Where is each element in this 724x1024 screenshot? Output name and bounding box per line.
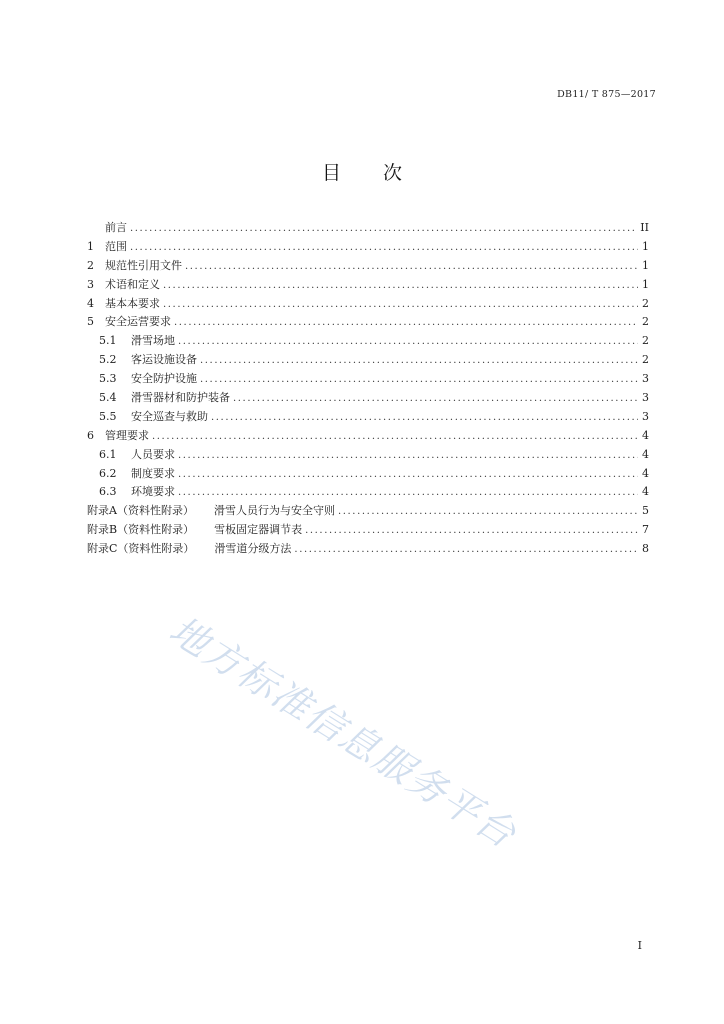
toc-entry-label: 人员要求 — [131, 447, 175, 461]
toc-entry-label: 安全运营要求 — [105, 315, 171, 329]
dot-leader — [130, 239, 638, 258]
dot-leader — [294, 541, 638, 560]
toc-entry-number: 2 — [87, 258, 94, 272]
toc-entry[interactable] — [87, 540, 649, 559]
toc-entry-page: 4 — [642, 485, 649, 499]
toc-entry-page: 2 — [642, 334, 649, 348]
toc-entry[interactable] — [87, 238, 649, 257]
doc-code: DB11/ T 875—2017 — [557, 89, 656, 100]
toc-entry[interactable] — [87, 483, 649, 502]
toc-entry-number: 5.1 — [99, 334, 117, 348]
toc-entry[interactable] — [87, 332, 649, 351]
title-part-2: 次 — [383, 162, 403, 184]
toc-entry-label: 安全防护设施 — [131, 372, 197, 386]
toc-entry-number: 6.1 — [99, 447, 117, 461]
dot-leader — [163, 296, 638, 315]
toc-entry-page: 3 — [642, 391, 649, 405]
toc-entry-number: 4 — [87, 296, 94, 310]
dot-leader — [178, 447, 638, 466]
toc-entry-number: 5.5 — [99, 409, 117, 423]
toc-entry[interactable] — [87, 276, 649, 295]
toc-entry-label: 滑雪人员行为与安全守则 — [213, 504, 335, 518]
toc-entry-page: II — [640, 221, 649, 234]
toc-entry-page: 2 — [642, 315, 649, 329]
dot-leader — [152, 428, 638, 447]
toc-entry-number: 1 — [87, 239, 94, 253]
toc-entry-label: 范围 — [105, 239, 127, 253]
toc-entry-number: 6.3 — [99, 485, 117, 499]
toc-entry[interactable] — [87, 351, 649, 370]
toc-entry-page: 1 — [642, 258, 649, 272]
dot-leader — [178, 333, 638, 352]
toc-entry-number: 3 — [87, 277, 94, 291]
toc-entry[interactable] — [87, 465, 649, 484]
toc-entry-label: 管理要求 — [105, 428, 149, 442]
dot-leader — [200, 371, 638, 390]
toc-entry[interactable] — [87, 427, 649, 446]
toc-entry[interactable] — [87, 389, 649, 408]
toc-entry[interactable] — [87, 408, 649, 427]
toc-entry-page: 2 — [642, 353, 649, 367]
dot-leader — [200, 352, 638, 371]
toc-entry-label: 前言 — [105, 221, 127, 234]
toc-entry-page: 5 — [642, 504, 649, 518]
dot-leader — [233, 390, 638, 409]
toc-entry-label: 环境要求 — [131, 485, 175, 499]
toc-entry-label: 制度要求 — [131, 466, 175, 480]
watermark: 地方标准信息服务平台 — [161, 607, 525, 857]
toc-entry-number: 附录B（资料性附录） — [87, 523, 195, 537]
toc-entry-label: 安全巡查与救助 — [131, 409, 208, 423]
toc-entry-number: 5.2 — [99, 353, 117, 367]
toc-entry-label: 术语和定义 — [105, 277, 160, 291]
toc-entry-number: 5.3 — [99, 372, 117, 386]
dot-leader — [338, 503, 638, 522]
toc-entry-page: 1 — [642, 239, 649, 253]
toc-entry[interactable] — [87, 313, 649, 332]
toc-entry-number: 附录C（资料性附录） — [87, 542, 195, 556]
toc-entry-page: 3 — [642, 372, 649, 386]
toc-entry-page: 3 — [642, 409, 649, 423]
page-number: I — [637, 939, 642, 952]
toc-entry-page: 4 — [642, 466, 649, 480]
page-title — [0, 158, 724, 185]
toc-entry[interactable] — [87, 257, 649, 276]
toc-entry[interactable] — [87, 502, 649, 521]
toc-entry[interactable] — [87, 295, 649, 314]
toc-entry-number: 附录A（资料性附录） — [87, 504, 194, 518]
toc-entry-number: 6 — [87, 428, 94, 442]
dot-leader — [163, 277, 638, 296]
dot-leader — [211, 409, 638, 428]
toc-entry-page: 8 — [642, 542, 649, 556]
toc-entry-label: 规范性引用文件 — [105, 258, 182, 272]
toc-entry-number: 5 — [87, 315, 94, 329]
dot-leader — [178, 484, 638, 503]
toc-entry-number: 6.2 — [99, 466, 117, 480]
toc-entry[interactable] — [87, 219, 649, 238]
dot-leader — [130, 220, 637, 239]
toc-entry-page: 4 — [642, 447, 649, 461]
table-of-contents — [87, 219, 649, 559]
toc-entry[interactable] — [87, 370, 649, 389]
toc-entry-label: 滑雪场地 — [131, 334, 175, 348]
toc-entry-page: 2 — [642, 296, 649, 310]
toc-entry-page: 7 — [642, 523, 649, 537]
dot-leader — [185, 258, 638, 277]
title-part-1: 目 — [321, 162, 341, 184]
toc-entry[interactable] — [87, 521, 649, 540]
toc-entry-page: 4 — [642, 428, 649, 442]
toc-entry-label: 基本本要求 — [105, 296, 160, 310]
toc-entry[interactable] — [87, 446, 649, 465]
toc-entry-number: 5.4 — [99, 391, 117, 405]
dot-leader — [305, 522, 638, 541]
toc-entry-label: 滑雪道分级方法 — [214, 542, 292, 556]
toc-entry-label: 雪板固定器调节表 — [214, 523, 303, 537]
dot-leader — [174, 314, 638, 333]
toc-entry-label: 客运设施设备 — [131, 353, 197, 367]
toc-entry-page: 1 — [642, 277, 649, 291]
dot-leader — [178, 466, 638, 485]
toc-entry-label: 滑雪器材和防护装备 — [131, 391, 230, 405]
